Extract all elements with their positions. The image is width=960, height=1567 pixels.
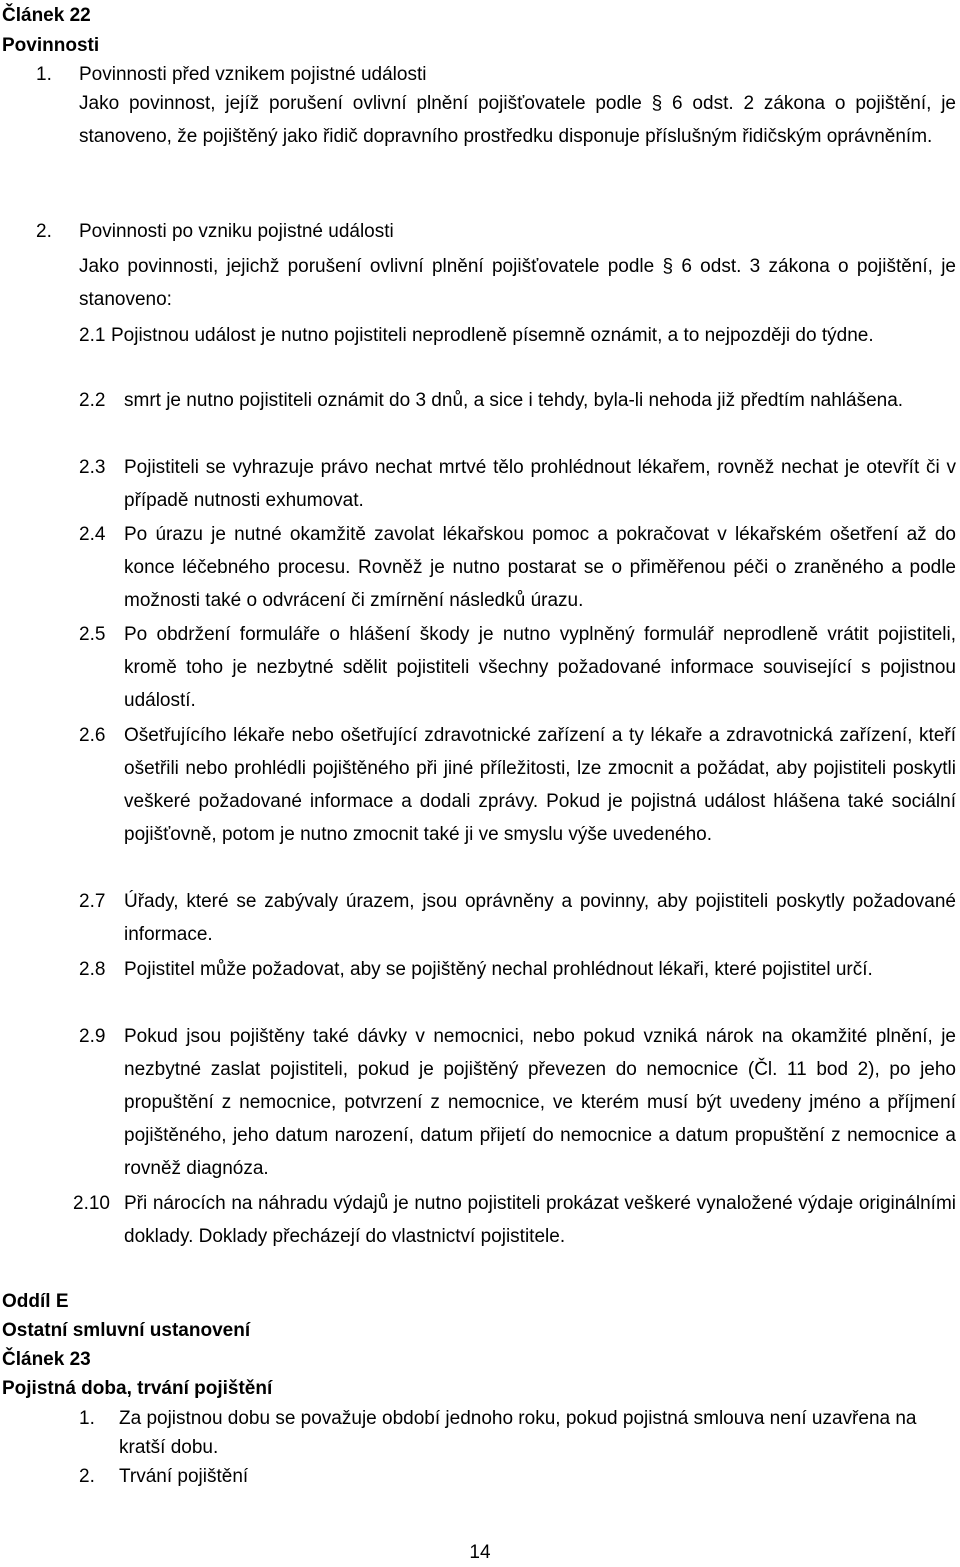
subitem-2-1-text: Pojistnou událost je nutno pojistiteli neprodleně písemně oznámit, a to nejpozději do týdne. — [111, 325, 874, 346]
subitem-2-7-number: 2.7 — [79, 891, 106, 912]
section-e-title: Oddíl E — [2, 1291, 69, 1312]
subitem-2-6-number: 2.6 — [79, 725, 106, 746]
item-2-number: 2. — [36, 221, 52, 242]
article-23-item-2-number: 2. — [79, 1466, 95, 1487]
article-22-subtitle: Povinnosti — [2, 35, 100, 56]
subitem-2-8-text: Pojistitel může požadovat, aby se pojištěný nechal prohlédnout lékaři, které pojistitel určí. — [124, 959, 873, 980]
subitem-2-2-number: 2.2 — [79, 390, 106, 411]
subitem-2-3-number: 2.3 — [79, 457, 106, 478]
article-23-item-2-text: Trvání pojištění — [119, 1466, 249, 1487]
subitem-2-9-number: 2.9 — [79, 1026, 106, 1047]
section-e-subtitle: Ostatní smluvní ustanovení — [2, 1320, 251, 1341]
subitem-2-5-number: 2.5 — [79, 624, 106, 645]
subitem-2-4-number: 2.4 — [79, 524, 106, 545]
subitem-2-3-text: Pojistiteli se vyhrazuje právo nechat mrtvé tělo prohlédnout lékařem, rovněž nechat je otevřít či v případě nutnosti exhumovat. — [124, 457, 956, 511]
item-2-text: Jako povinnosti, jejichž porušení ovlivní plnění pojišťovatele podle § 6 odst. 3 zákona o pojištění, je stanoveno: — [79, 256, 956, 310]
article-23-subtitle: Pojistná doba, trvání pojištění — [2, 1378, 273, 1399]
subitem-2-10-number: 2.10 — [73, 1193, 110, 1214]
subitem-2-1-number: 2.1 — [79, 325, 106, 346]
subitem-2-6-text: Ošetřujícího lékaře nebo ošetřující zdravotnické zařízení a ty lékaře a zdravotnická zařízení, kteří ošetřili nebo prohlédli pojištěného při jiné příležitosti, lze zmocnit a požádat, aby pojistiteli poskytli veškeré požadované informace a dodali zprávy. Pokud je pojistná událost hlášena také sociální pojišťovně, potom je nutno zmocnit také ji ve smyslu výše uvedeného. — [124, 725, 956, 845]
article-23-title: Článek 23 — [2, 1349, 91, 1370]
item-2-title: Povinnosti po vzniku pojistné události — [79, 221, 394, 242]
article-23-item-1-text: Za pojistnou dobu se považuje období jednoho roku, pokud pojistná smlouva není uzavřena na kratší dobu. — [119, 1408, 917, 1458]
item-1-number: 1. — [36, 64, 52, 85]
subitem-2-9-text: Pokud jsou pojištěny také dávky v nemocnici, nebo pokud vzniká nárok na okamžité plnění, je nezbytné zaslat pojistiteli, pokud je pojištěný převezen do nemocnice (Čl. 11 bod 2), po jeho propuštění z nemocnice, potvrzení z nemocnice, ve kterém musí být uvedeny jméno a příjmení pojištěného, jeho datum narození, datum přijetí do nemocnice a datum propuštění z nemocnice a rovněž diagnóza. — [124, 1026, 956, 1179]
item-1-text: Jako povinnost, jejíž porušení ovlivní plnění pojišťovatele podle § 6 odst. 2 zákona o pojištění, je stanoveno, že pojištěný jako řidič dopravního prostředku disponuje příslušným řidičským oprávněním. — [79, 93, 956, 147]
subitem-2-2-text: smrt je nutno pojistiteli oznámit do 3 dnů, a sice i tehdy, byla-li nehoda již předtím nahlášena. — [124, 390, 904, 411]
item-1-title: Povinnosti před vznikem pojistné události — [79, 64, 427, 85]
article-23-item-1-number: 1. — [79, 1408, 95, 1429]
subitem-2-5-text: Po obdržení formuláře o hlášení škody je nutno vyplněný formulář neprodleně vrátit pojistiteli, kromě toho je nezbytné sdělit pojistiteli všechny požadované informace související s pojistnou událostí. — [124, 624, 956, 711]
subitem-2-7-text: Úřady, které se zabývaly úrazem, jsou oprávněny a povinny, aby pojistiteli poskytly požadované informace. — [124, 891, 956, 945]
page-number: 14 — [469, 1542, 491, 1563]
article-22-title: Článek 22 — [2, 5, 91, 26]
subitem-2-4-text: Po úrazu je nutné okamžitě zavolat lékařskou pomoc a pokračovat v lékařském ošetření až do konce léčebného procesu. Rovněž je nutno postarat se o přiměřenou péči o zraněného a podle možnosti také o odvrácení či zmírnění následků úrazu. — [124, 524, 956, 611]
subitem-2-8-number: 2.8 — [79, 959, 106, 980]
subitem-2-10-text: Při nárocích na náhradu výdajů je nutno pojistiteli prokázat veškeré vynaložené výdaje originálními doklady. Doklady přecházejí do vlastnictví pojistitele. — [124, 1193, 956, 1247]
